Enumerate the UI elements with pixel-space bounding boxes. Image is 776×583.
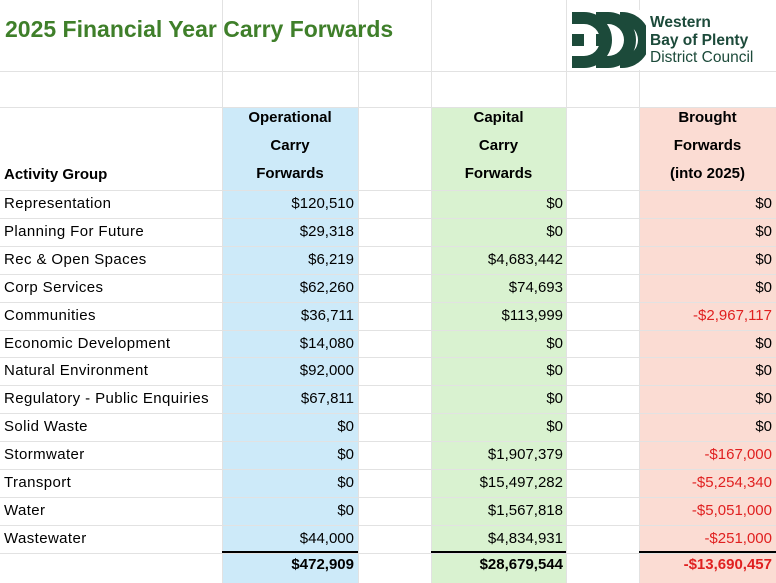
total-operational[interactable]: $472,909	[291, 556, 354, 573]
activity-group-cell[interactable]: Corp Services	[4, 279, 104, 296]
table-row	[0, 218, 776, 246]
table-row	[0, 330, 776, 358]
table-row	[0, 469, 776, 497]
logo-line-1: Western	[650, 14, 711, 31]
activity-group-cell[interactable]: Solid Waste	[4, 418, 88, 435]
operational-cell[interactable]: $6,219	[308, 251, 354, 268]
header-capital	[431, 104, 566, 188]
brought-forwards-cell[interactable]: -$2,967,117	[693, 307, 772, 324]
header-brought-line: (into 2025)	[669, 165, 745, 182]
capital-cell[interactable]: $1,567,818	[487, 502, 563, 519]
brought-forwards-cell[interactable]: -$167,000	[704, 446, 772, 463]
operational-cell[interactable]: $0	[337, 418, 354, 435]
table-row	[0, 357, 776, 385]
operational-cell[interactable]: $0	[337, 474, 354, 491]
activity-group-cell[interactable]: Economic Development	[4, 335, 171, 352]
activity-group-cell[interactable]: Natural Environment	[4, 362, 149, 379]
activity-group-cell[interactable]: Communities	[4, 307, 96, 324]
capital-cell[interactable]: $1,907,379	[487, 446, 563, 463]
brought-forwards-cell[interactable]: $0	[755, 390, 772, 407]
table-row	[0, 497, 776, 525]
header-brought-line: Brought	[678, 109, 737, 126]
brought-forwards-cell[interactable]: $0	[755, 335, 772, 352]
capital-cell[interactable]: $74,693	[508, 279, 563, 296]
table-row	[0, 441, 776, 469]
header-brought-line: Forwards	[673, 137, 742, 154]
header-brought-forwards	[639, 104, 776, 188]
page-title: 2025 Financial Year Carry Forwards	[5, 16, 394, 42]
operational-cell[interactable]: $67,811	[300, 390, 354, 407]
table-row	[0, 274, 776, 302]
brought-forwards-cell[interactable]: $0	[755, 279, 772, 296]
activity-group-cell[interactable]: Planning For Future	[4, 223, 145, 240]
operational-cell[interactable]: $0	[337, 502, 354, 519]
activity-group-cell[interactable]: Water	[4, 502, 46, 519]
capital-cell[interactable]: $4,834,931	[487, 530, 563, 547]
table-row	[0, 190, 776, 218]
totals-row	[0, 553, 776, 583]
brought-forwards-cell[interactable]: $0	[755, 223, 772, 240]
council-logo-text	[650, 14, 753, 67]
operational-cell[interactable]: $44,000	[299, 530, 354, 547]
header-operational-line: Operational	[248, 109, 332, 126]
logo-line-3: District Council	[650, 49, 754, 66]
total-brought-forwards[interactable]: -$13,690,457	[683, 556, 772, 573]
activity-group-cell[interactable]: Regulatory - Public Enquiries	[4, 390, 210, 407]
operational-cell[interactable]: $62,260	[299, 279, 354, 296]
grid-horizontal-line	[0, 71, 776, 72]
table-row	[0, 385, 776, 413]
capital-cell[interactable]: $113,999	[501, 307, 563, 324]
total-capital[interactable]: $28,679,544	[479, 556, 563, 573]
brought-forwards-cell[interactable]: -$251,000	[704, 530, 772, 547]
operational-cell[interactable]: $29,318	[299, 223, 354, 240]
activity-group-cell[interactable]: Rec & Open Spaces	[4, 251, 147, 268]
table-row	[0, 246, 776, 274]
brought-forwards-cell[interactable]: -$5,254,340	[691, 474, 772, 491]
logo-line-2: Bay of Plenty	[650, 31, 749, 49]
table-row	[0, 302, 776, 330]
activity-group-cell[interactable]: Transport	[4, 474, 72, 491]
activity-group-cell[interactable]: Representation	[4, 195, 112, 212]
header-operational-line: Forwards	[256, 165, 324, 182]
operational-cell[interactable]: $36,711	[300, 307, 354, 324]
header-capital-line: Capital	[473, 109, 524, 126]
header-activity-group: Activity Group	[4, 166, 108, 183]
brought-forwards-cell[interactable]: $0	[755, 418, 772, 435]
header-operational-line: Carry	[270, 137, 310, 154]
capital-cell[interactable]: $0	[546, 223, 563, 240]
header-operational	[222, 104, 358, 188]
capital-cell[interactable]: $0	[546, 390, 563, 407]
brought-forwards-cell[interactable]: -$5,051,000	[691, 502, 772, 519]
council-logo-icon	[570, 10, 646, 70]
table-row	[0, 413, 776, 441]
capital-cell[interactable]: $0	[546, 362, 563, 379]
header-capital-line: Carry	[478, 137, 519, 154]
brought-forwards-cell[interactable]: $0	[755, 251, 772, 268]
operational-cell[interactable]: $14,080	[299, 335, 354, 352]
capital-cell[interactable]: $0	[546, 335, 563, 352]
capital-cell[interactable]: $4,683,442	[487, 251, 563, 268]
operational-cell[interactable]: $120,510	[291, 195, 354, 212]
brought-forwards-cell[interactable]: $0	[755, 362, 772, 379]
brought-forwards-cell[interactable]: $0	[755, 195, 772, 212]
operational-cell[interactable]: $0	[337, 446, 354, 463]
capital-cell[interactable]: $0	[546, 195, 563, 212]
operational-cell[interactable]: $92,000	[299, 362, 354, 379]
council-logo	[570, 10, 776, 70]
activity-group-cell[interactable]: Wastewater	[4, 530, 87, 547]
table-row	[0, 525, 776, 553]
header-capital-line: Forwards	[464, 165, 533, 182]
capital-cell[interactable]: $15,497,282	[479, 474, 563, 491]
activity-group-cell[interactable]: Stormwater	[4, 446, 85, 463]
capital-cell[interactable]: $0	[546, 418, 563, 435]
